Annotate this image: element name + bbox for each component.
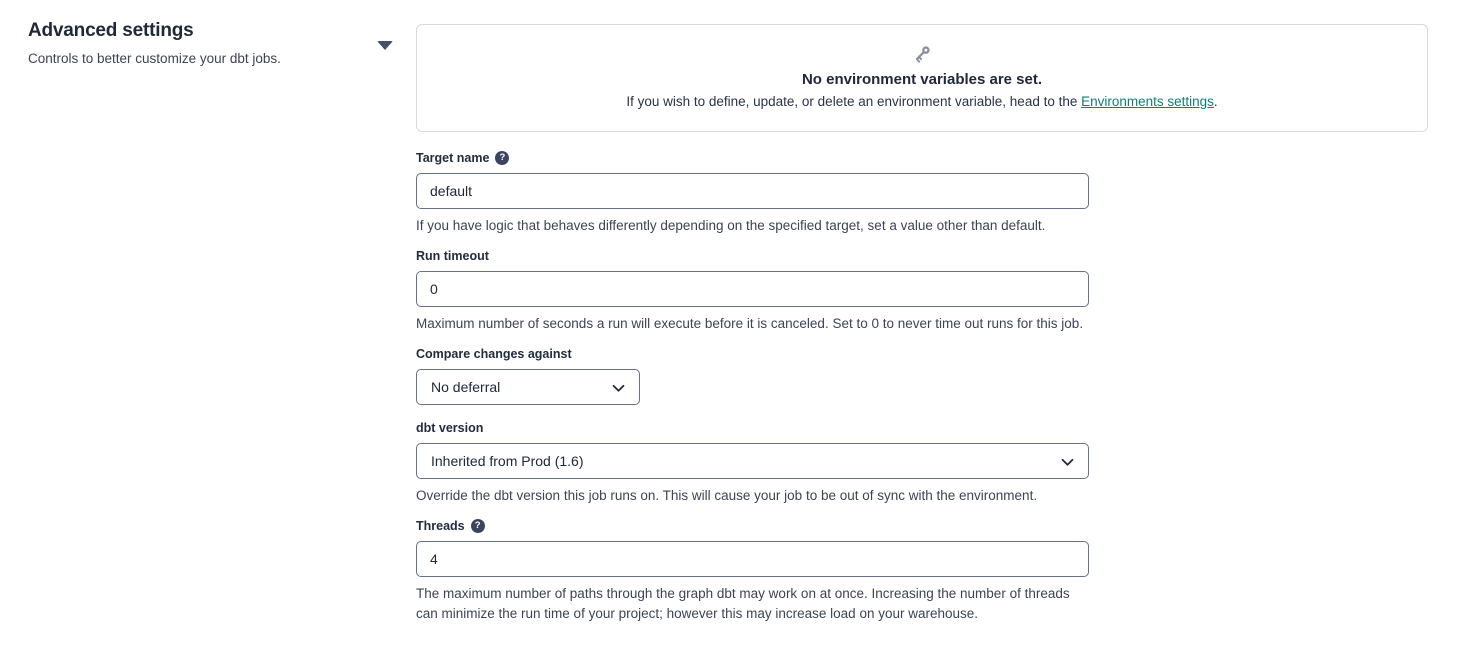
run-timeout-input[interactable] [416,271,1089,307]
run-timeout-helper: Maximum number of seconds a run will execute before it is canceled. Set to 0 to never time out runs for this job. [416,316,1084,331]
target-name-label: Target name [416,151,490,165]
env-body-prefix: If you wish to define, update, or delete an environment variable, head to the [626,94,1082,109]
env-empty-body [417,94,1427,109]
dbt-version-select[interactable] [416,443,1089,479]
run-timeout-label: Run timeout [416,249,489,263]
help-icon[interactable] [495,151,509,165]
target-name-helper: If you have logic that behaves differently depending on the specified target, set a value other than default. [416,218,1046,233]
compare-changes-value: No deferral [431,379,501,395]
collapse-caret-icon[interactable] [377,41,393,50]
page-title: Advanced settings [28,20,194,41]
key-icon [417,42,1427,66]
threads-input[interactable] [416,541,1089,577]
help-icon[interactable] [471,519,485,533]
dbt-version-label: dbt version [416,421,484,435]
run-timeout-label-row [416,249,489,263]
environments-settings-link[interactable]: Environments settings [1081,94,1214,109]
dbt-version-label-row [416,421,483,435]
chevron-down-icon [612,384,625,393]
threads-label: Threads [416,519,465,533]
threads-helper: The maximum number of paths through the graph dbt may work on at once. Increasing the number of threads can minimize the run time of your project; however this may increase load on your warehouse. [416,586,1070,621]
target-name-input[interactable] [416,173,1089,209]
target-name-label-row [416,151,509,165]
env-empty-title: No environment variables are set. [801,71,1043,88]
compare-changes-label-row [416,347,572,361]
threads-label-row [416,519,485,533]
page-subtitle: Controls to better customize your dbt jobs. [28,51,281,66]
env-variables-empty-state [416,24,1428,132]
compare-changes-label: Compare changes against [416,347,572,361]
env-body-suffix: . [1213,94,1218,109]
dbt-version-helper: Override the dbt version this job runs on. This will cause your job to be out of sync with the environment. [416,488,1038,503]
compare-changes-select[interactable] [416,369,640,405]
dbt-version-value: Inherited from Prod (1.6) [431,453,584,469]
chevron-down-icon [1061,458,1074,467]
